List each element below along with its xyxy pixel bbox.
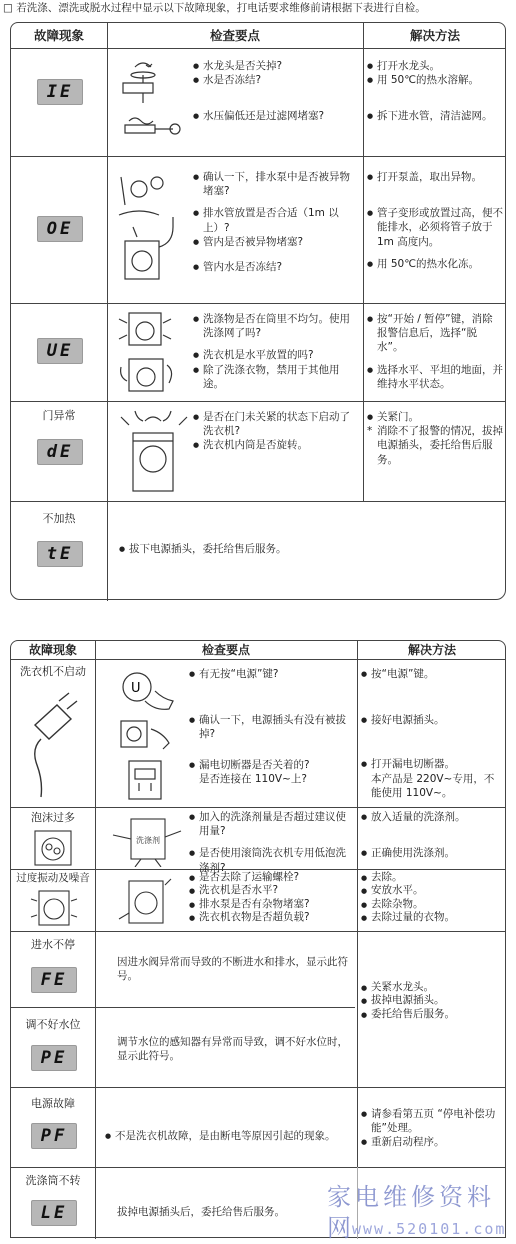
error-code-display: LE [31, 1200, 77, 1226]
fix-list: ● 打开水龙头。 ● 用 50℃的热水溶解。 ● 拆下进水管，清洁滤网。 [367, 59, 503, 124]
door-illustration [115, 407, 193, 497]
faucet-illustration [115, 55, 185, 151]
fault-label: 调不好水位 [25, 1018, 81, 1031]
power-button-symbol: U [131, 681, 141, 696]
fault-label: 洗衣机不启动 [20, 665, 86, 678]
watermark-title: 家电维修资料网 [327, 1183, 495, 1243]
fault-label: 门异常 [42, 409, 76, 422]
bolt-removal-illustration [115, 873, 181, 929]
fault-label: 泡沫过多 [31, 811, 75, 824]
detergent-box-illustration [107, 813, 187, 867]
fix-list: ● 放入适量的洗涤剂。 ● 正确使用洗涤剂。 [361, 810, 503, 860]
error-code-display: PE [31, 1045, 77, 1071]
header-fault: 故障现象 [33, 28, 84, 43]
fault-description: 因进水阀异常而导致的不断进水和排水，显示此符号。 [117, 956, 348, 983]
check-list: ● 有无按“电源”键? ● 确认一下，电源插头有没有被拔掉? ● 漏电切断器是否关着的? 是否连接在 110V~上? [189, 667, 355, 786]
header-fix: 解决方法 [407, 643, 456, 657]
fault-label: 电源故障 [31, 1097, 75, 1110]
header-fault: 故障现象 [28, 643, 77, 657]
check-list: ● 确认一下，排水泵中是否被异物堵塞? ● 排水管放置是否合适（1m 以上）? ● 管内是否被异物堵塞? ● 管内水是否冻结? [193, 170, 359, 274]
error-code-display: PF [31, 1123, 77, 1149]
error-code-display: tE [37, 541, 83, 567]
error-code-display: UE [37, 338, 83, 364]
error-code-display: FE [31, 967, 77, 993]
header-check: 检查要点 [209, 28, 260, 43]
fault-description: 调节水位的感知器有异常而导致，调不好水位时，显示此符号。 [117, 1036, 348, 1063]
fix-list: ● 按“开始 / 暂停”键，消除报警信息后，选择“脱水”。 ● 选择水平、平坦的地面，并维持水平状态。 [367, 312, 503, 391]
fix-list: ● 关紧水龙头。 ● 拔掉电源插头。 ● 委托给售后服务。 [361, 981, 503, 1021]
fix-list: ● 打开泵盖，取出异物。 ● 管子变形或放置过高，便不能排水，必须将管子放于 1m 高度内。 ● 用 50℃的热水化冻。 [367, 170, 503, 271]
fault-label: 过度振动及噪音 [16, 872, 90, 884]
check-list: ● 是否在门未关紧的状态下启动了洗衣机? ● 洗衣机内筒是否旋转。 [193, 410, 359, 453]
check-list: ● 水龙头是否关掉? ● 水是否冻结? ● 水压偏低还是过滤网堵塞? [193, 59, 359, 124]
check-list: ● 加入的洗涤剂量是否超过建议使用量? ● 是否使用滚筒洗衣机专用低泡洗涤剂? [189, 810, 355, 875]
fix-list: ● 去除。 ● 安放水平。 ● 去除杂物。 ● 去除过量的衣物。 [361, 871, 503, 925]
header-check: 检查要点 [201, 643, 250, 657]
foam-washer-illustration [29, 827, 77, 867]
fault-label: 不加热 [42, 512, 76, 525]
fault-label: 洗涤筒不转 [25, 1174, 81, 1187]
error-code-display: IE [37, 79, 83, 105]
fix-list: ● 关紧门。 * 消除不了报警的情况，拔掉电源插头，委托给售后服务。 [367, 410, 503, 467]
fault-table-1 [10, 22, 506, 600]
fault-description: 拔掉电源插头后，委托给售后服务。 [117, 1206, 285, 1218]
power-button-illustration [115, 667, 179, 717]
check-list: ● 不是洗衣机故障，是由断电等原因引起的现象。 [105, 1129, 355, 1143]
header-fix: 解决方法 [409, 28, 460, 43]
solution-text: ● 拔下电源插头，委托给售后服务。 [119, 542, 499, 556]
intro-text: □ 若洗涤、漂洗或脱水过程中显示以下故障现象，打电话要求维修前请根据下表进行自检。 [3, 2, 426, 14]
check-list: ● 洗涤物是否在筒里不均匀。使用洗涤网了吗? ● 洗衣机是水平放置的吗? ● 除了洗涤衣物，禁用于其他用途。 [193, 312, 359, 391]
detergent-box-label: 洗涤剂 [136, 836, 160, 845]
error-code-display: OE [37, 216, 83, 242]
outlet-and-breaker-illustration [115, 717, 179, 805]
unbalanced-load-illustration [115, 309, 185, 397]
drain-pump-illustration [113, 163, 185, 293]
fault-label: 进水不停 [31, 938, 75, 951]
power-plug-illustration [25, 691, 81, 799]
fault-table-2 [10, 640, 506, 1238]
check-list: ● 是否去除了运输螺栓? ● 洗衣机是否水平? ● 排水泵是否有杂物堵塞? ● 洗衣机衣物是否超负载? [189, 871, 355, 925]
fix-list: ● 按“电源”键。 ● 接好电源插头。 ● 打开漏电切断器。 本产品是 220V~专用，不能使用 110V~。 [361, 667, 503, 800]
watermark-url: www.520101.com [352, 1220, 507, 1238]
vibrating-washer-illustration [29, 887, 79, 929]
fix-list: ● 请参看第五页 “停电补偿功能”处理。 ● 重新启动程序。 [361, 1107, 503, 1150]
error-code-display: dE [37, 439, 83, 465]
